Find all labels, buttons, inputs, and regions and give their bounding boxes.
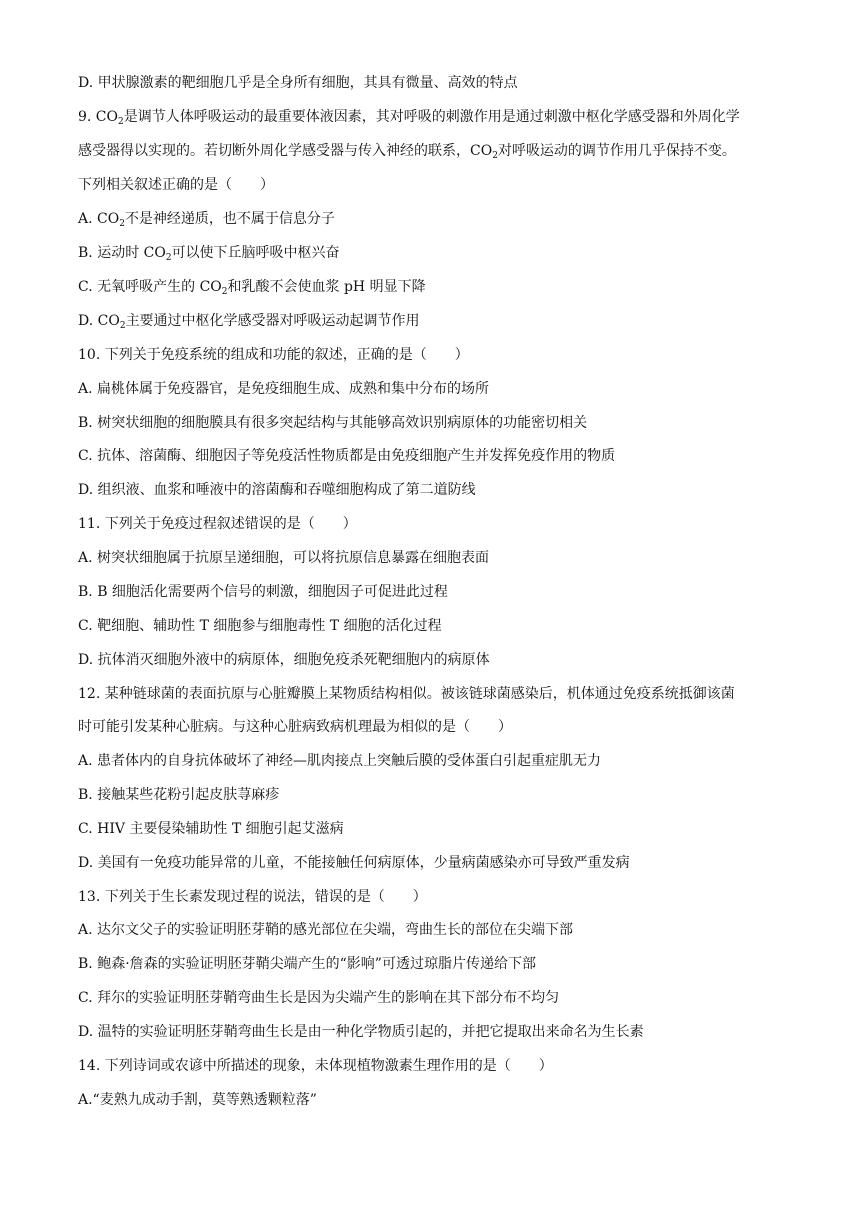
q9-option-text: 不是神经递质，也不属于信息分子 — [124, 211, 335, 227]
q9-option-text: B. 运动时 CO — [78, 245, 166, 261]
q13-option-c: C. 拜尔的实验证明胚芽鞘弯曲生长是因为尖端产生的影响在其下部分布不均匀 — [78, 990, 560, 1006]
q9-stem-line-3: 下列相关叙述正确的是（ ） — [78, 177, 274, 193]
q9-option-text: D. CO — [78, 313, 120, 329]
q13-option-a: A. 达尔文父子的实验证明胚芽鞘的感光部位在尖端，弯曲生长的部位在尖端下部 — [78, 922, 574, 938]
q8-option-d: D. 甲状腺激素的靶细胞几乎是全身所有细胞，其具有微量、高效的特点 — [78, 75, 518, 91]
q12-option-c: C. HIV 主要侵染辅助性 T 细胞引起艾滋病 — [78, 821, 344, 837]
q12-stem-line-2: 时可能引发某种心脏病。与这种心脏病致病机理最为相似的是（ ） — [78, 719, 512, 735]
q11-option-d: D. 抗体消灭细胞外液中的病原体，细胞免疫杀死靶细胞内的病原体 — [78, 652, 490, 668]
q12-option-a: A. 患者体内的自身抗体破坏了神经—肌肉接点上突触后膜的受体蛋白引起重症肌无力 — [78, 753, 602, 769]
q11-option-b: B. B 细胞活化需要两个信号的刺激，细胞因子可促进此过程 — [78, 584, 448, 600]
q9-option-text: 主要通过中枢化学感受器对呼吸运动起调节作用 — [125, 313, 420, 329]
q10-option-c: C. 抗体、溶菌酶、细胞因子等免疫活性物质都是由免疫细胞产生并发挥免疫作用的物质 — [78, 448, 616, 464]
q9-stem-line-1 — [78, 107, 740, 127]
q9-stem-line-2 — [78, 141, 736, 161]
q9-stem-text: 9. CO — [78, 109, 118, 125]
q13-option-d: D. 温特的实验证明胚芽鞘弯曲生长是由一种化学物质引起的，并把它提取出来命名为生长素 — [78, 1024, 644, 1040]
q11-option-a: A. 树突状细胞属于抗原呈递细胞，可以将抗原信息暴露在细胞表面 — [78, 550, 490, 566]
q10-stem: 10. 下列关于免疫系统的组成和功能的叙述，正确的是（ ） — [78, 347, 469, 363]
q11-stem: 11. 下列关于免疫过程叙述错误的是（ ） — [78, 516, 357, 532]
q9-option-text: 和乳酸不会使血浆 pH 明显下降 — [227, 279, 426, 295]
q12-option-d: D. 美国有一免疫功能异常的儿童，不能接触任何病原体，少量病菌感染亦可导致严重发病 — [78, 855, 630, 871]
q9-stem-text: 对呼吸运动的调节作用几乎保持不变。 — [497, 143, 736, 159]
subscript: 2 — [118, 117, 124, 127]
q14-option-a: A.“麦熟九成动手割，莫等熟透颗粒落” — [78, 1092, 317, 1108]
subscript: 2 — [119, 321, 126, 331]
subscript: 2 — [165, 253, 172, 263]
q9-option-text: C. 无氧呼吸产生的 CO — [78, 279, 222, 295]
q10-option-b: B. 树突状细胞的细胞膜具有很多突起结构与其能够高效识别病原体的功能密切相关 — [78, 415, 588, 431]
q9-option-text: A. CO — [78, 211, 120, 227]
q9-option-c — [78, 277, 426, 297]
q9-option-text: 可以使下丘脑呼吸中枢兴奋 — [171, 245, 340, 261]
q12-stem-line-1: 12. 某种链球菌的表面抗原与心脏瓣膜上某物质结构相似。被该链球菌感染后，机体通过免疫系统抵御该菌 — [78, 686, 735, 702]
subscript: 2 — [119, 219, 125, 229]
subscript: 2 — [221, 287, 228, 297]
q11-option-c: C. 靶细胞、辅助性 T 细胞参与细胞毒性 T 细胞的活化过程 — [78, 618, 442, 634]
q14-stem: 14. 下列诗词或农谚中所描述的现象，未体现植物激素生理作用的是（ ） — [78, 1058, 553, 1074]
q10-option-d: D. 组织液、血浆和唾液中的溶菌酶和吞噬细胞构成了第二道防线 — [78, 482, 476, 498]
q12-option-b: B. 接触某些花粉引起皮肤荨麻疹 — [78, 787, 280, 803]
q9-stem-text: 感受器得以实现的。若切断外周化学感受器与传入神经的联系，CO — [78, 143, 493, 159]
q13-stem: 13. 下列关于生长素发现过程的说法，错误的是（ ） — [78, 889, 427, 905]
q9-option-b — [78, 243, 340, 263]
q9-option-a — [78, 209, 335, 229]
q10-option-a: A. 扁桃体属于免疫器官，是免疫细胞生成、成熟和集中分布的场所 — [78, 381, 490, 397]
subscript: 2 — [492, 151, 498, 161]
q13-option-b: B. 鲍森·詹森的实验证明胚芽鞘尖端产生的“影响”可透过琼脂片传递给下部 — [78, 956, 536, 972]
q9-option-d — [78, 311, 420, 331]
q9-stem-text: 是调节人体呼吸运动的最重要体液因素，其对呼吸的刺激作用是通过刺激中枢化学感受器和外周化学 — [123, 109, 740, 125]
